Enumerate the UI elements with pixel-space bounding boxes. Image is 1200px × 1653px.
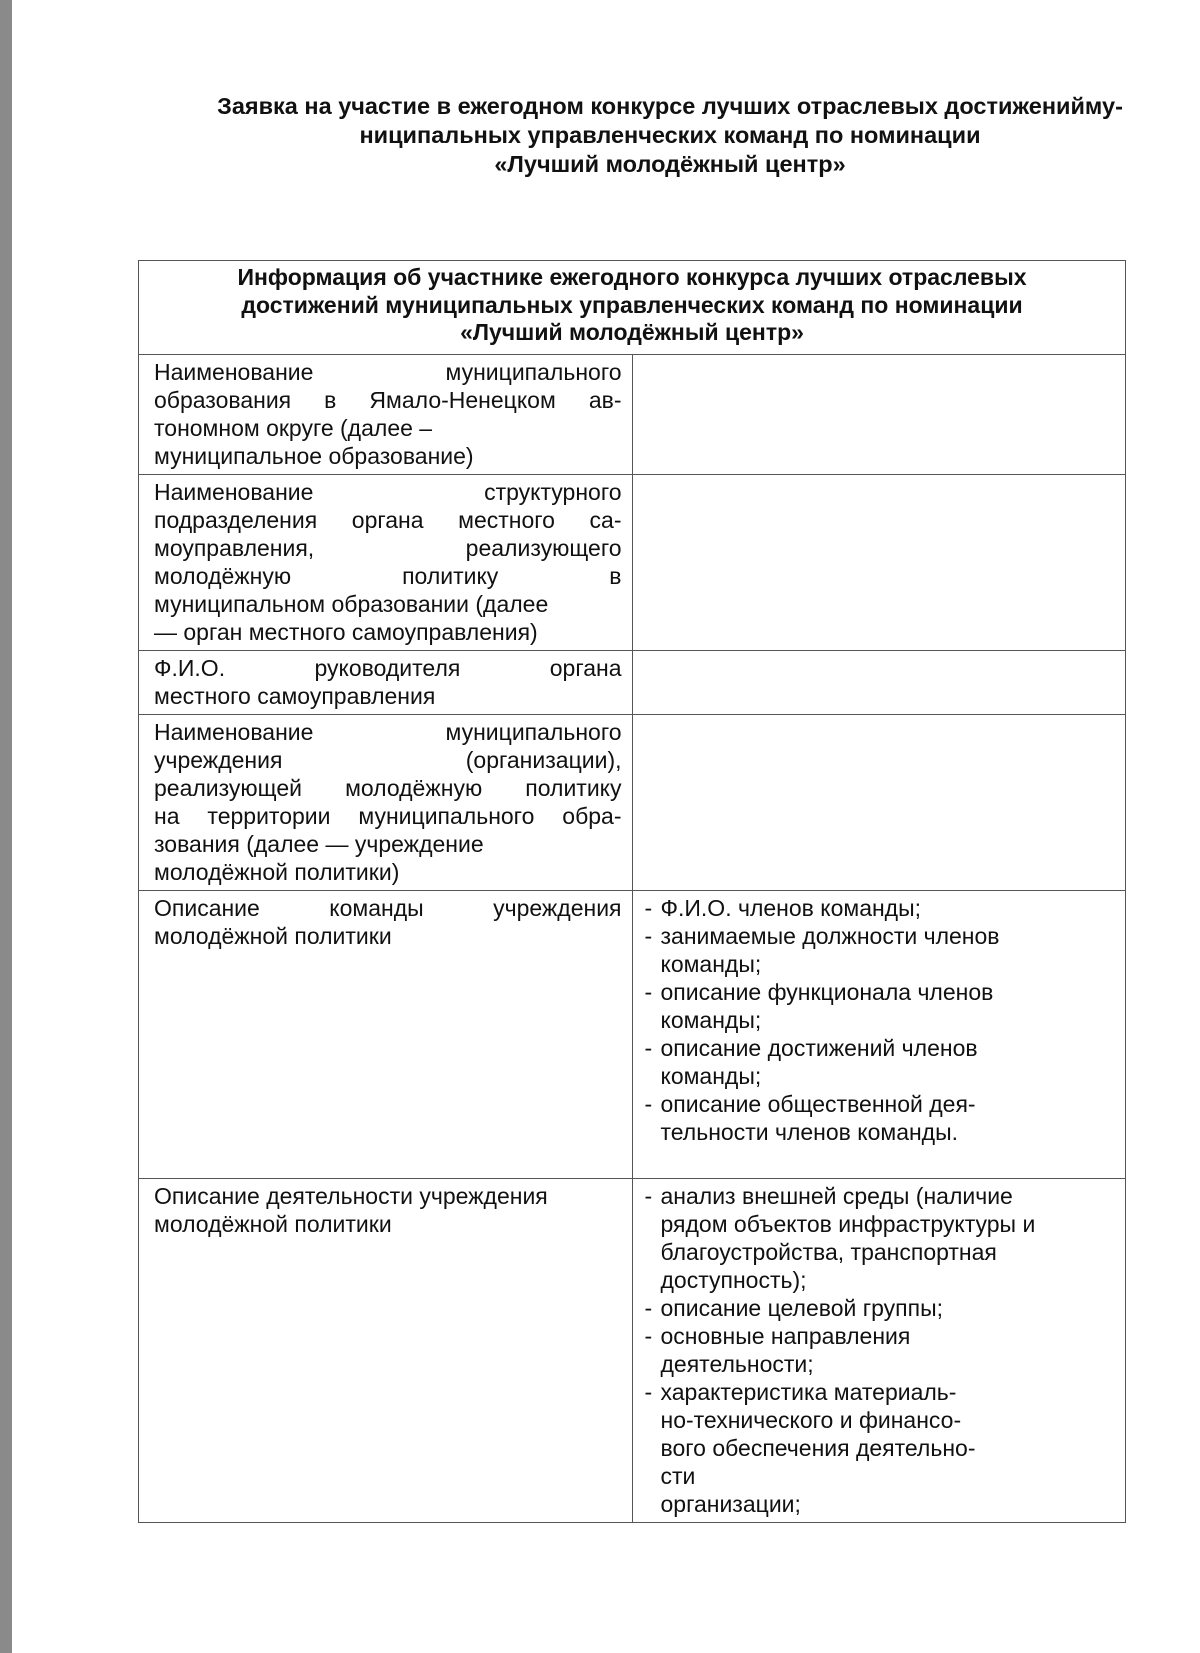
row-label	[139, 891, 633, 1179]
label-line: на территории муниципального обра-	[154, 803, 622, 829]
label-line: Наименование муниципального	[154, 359, 622, 385]
document-title	[140, 92, 1200, 179]
row-label	[139, 1179, 633, 1523]
label-line: муниципальное образование)	[154, 443, 474, 469]
label-line: зования (далее — учреждение	[154, 831, 484, 857]
label-line: подразделения органа местного са-	[154, 507, 622, 533]
list-item	[645, 1294, 1120, 1322]
table-row	[139, 475, 1126, 651]
label-line: тономном округе (далее –	[154, 415, 433, 441]
row-label	[139, 475, 633, 651]
label-line: молодёжной политики)	[154, 859, 400, 885]
label-line: учреждения (организации),	[154, 747, 622, 773]
label-line: моуправления, реализующего	[154, 535, 622, 561]
list-item-line: - занимаемые должности членов	[660, 923, 1000, 949]
label-line: молодёжной политики	[154, 1211, 392, 1237]
label-line: Наименование муниципального	[154, 719, 622, 745]
list-item-line: - Ф.И.О. членов команды;	[660, 895, 922, 921]
table-row	[139, 891, 1126, 1179]
label-line: молодёжную политику в	[154, 563, 622, 589]
list-item-line: организации;	[660, 1491, 801, 1517]
row-value-cell	[632, 891, 1126, 1179]
list-item-line: сти	[660, 1463, 696, 1489]
label-line: Описание деятельности учреждения	[154, 1183, 548, 1209]
list-item	[645, 1182, 1120, 1294]
label-line: муниципальном образовании (далее	[154, 591, 549, 617]
list-item	[645, 978, 1120, 1034]
header-line: достижений муниципальных управленческих команд по номинации	[241, 291, 1023, 318]
list-item-line: - описание достижений членов	[660, 1035, 978, 1061]
table-row	[139, 651, 1126, 715]
application-form-table	[138, 260, 1126, 1523]
list-item	[645, 1378, 1120, 1518]
requirements-list	[645, 1182, 1120, 1518]
list-item	[645, 1034, 1120, 1090]
title-line: Заявка на участие в ежегодном конкурсе лучших отраслевых достиженийму-	[217, 93, 1123, 119]
row-value-cell[interactable]	[632, 355, 1126, 475]
list-item	[645, 922, 1120, 978]
list-item	[645, 1090, 1120, 1146]
label-line: — орган местного самоуправления)	[154, 619, 538, 645]
row-label	[139, 355, 633, 475]
list-item-line: - описание общественной дея-	[660, 1091, 976, 1117]
list-item-line: - анализ внешней среды (наличие	[660, 1183, 1013, 1209]
requirements-list	[645, 894, 1120, 1146]
header-line: Информация об участнике ежегодного конкурса лучших отраслевых	[237, 264, 1027, 290]
label-line: реализующей молодёжную политику	[154, 775, 622, 801]
list-item-line: команды;	[660, 1007, 762, 1033]
row-value-cell[interactable]	[632, 475, 1126, 651]
list-item-line: - основные направления	[660, 1323, 911, 1349]
list-item-line: но-технического и финансо-	[660, 1407, 962, 1433]
table-header	[139, 261, 1126, 355]
title-line: ниципальных управленческих команд по номинации	[359, 122, 981, 148]
label-line: Ф.И.О. руководителя органа	[154, 655, 622, 681]
row-value-cell[interactable]	[632, 715, 1126, 891]
table-header-row	[139, 261, 1126, 355]
list-item-line: - описание функционала членов	[660, 979, 994, 1005]
list-item-line: доступность);	[660, 1267, 807, 1293]
label-line: местного самоуправления	[154, 683, 436, 709]
list-item-line: команды;	[660, 1063, 762, 1089]
list-item-line: команды;	[660, 951, 762, 977]
list-item-line: деятельности;	[660, 1351, 814, 1377]
label-line: образования в Ямало-Ненецком ав-	[154, 387, 622, 413]
label-line: Наименование структурного	[154, 479, 622, 505]
list-item-line: вого обеспечения деятельно-	[660, 1435, 976, 1461]
table-row	[139, 715, 1126, 891]
title-line: «Лучший молодёжный центр»	[494, 151, 846, 177]
page-edge-shadow	[0, 0, 12, 1653]
row-value-cell	[632, 1179, 1126, 1523]
label-line: Описание команды учреждения	[154, 895, 622, 921]
list-item-line: благоустройства, транспортная	[660, 1239, 997, 1265]
header-line: «Лучший молодёжный центр»	[460, 319, 804, 345]
list-item	[645, 894, 1120, 922]
table-row	[139, 355, 1126, 475]
table-row	[139, 1179, 1126, 1523]
list-item	[645, 1322, 1120, 1378]
list-item-line: - описание целевой группы;	[660, 1295, 944, 1321]
label-line: молодёжной политики	[154, 923, 392, 949]
row-value-cell[interactable]	[632, 651, 1126, 715]
list-item-line: тельности членов команды.	[660, 1119, 959, 1145]
row-label	[139, 651, 633, 715]
list-item-line: - характеристика материаль-	[660, 1379, 957, 1405]
row-label	[139, 715, 633, 891]
list-item-line: рядом объектов инфраструктуры и	[660, 1211, 1036, 1237]
